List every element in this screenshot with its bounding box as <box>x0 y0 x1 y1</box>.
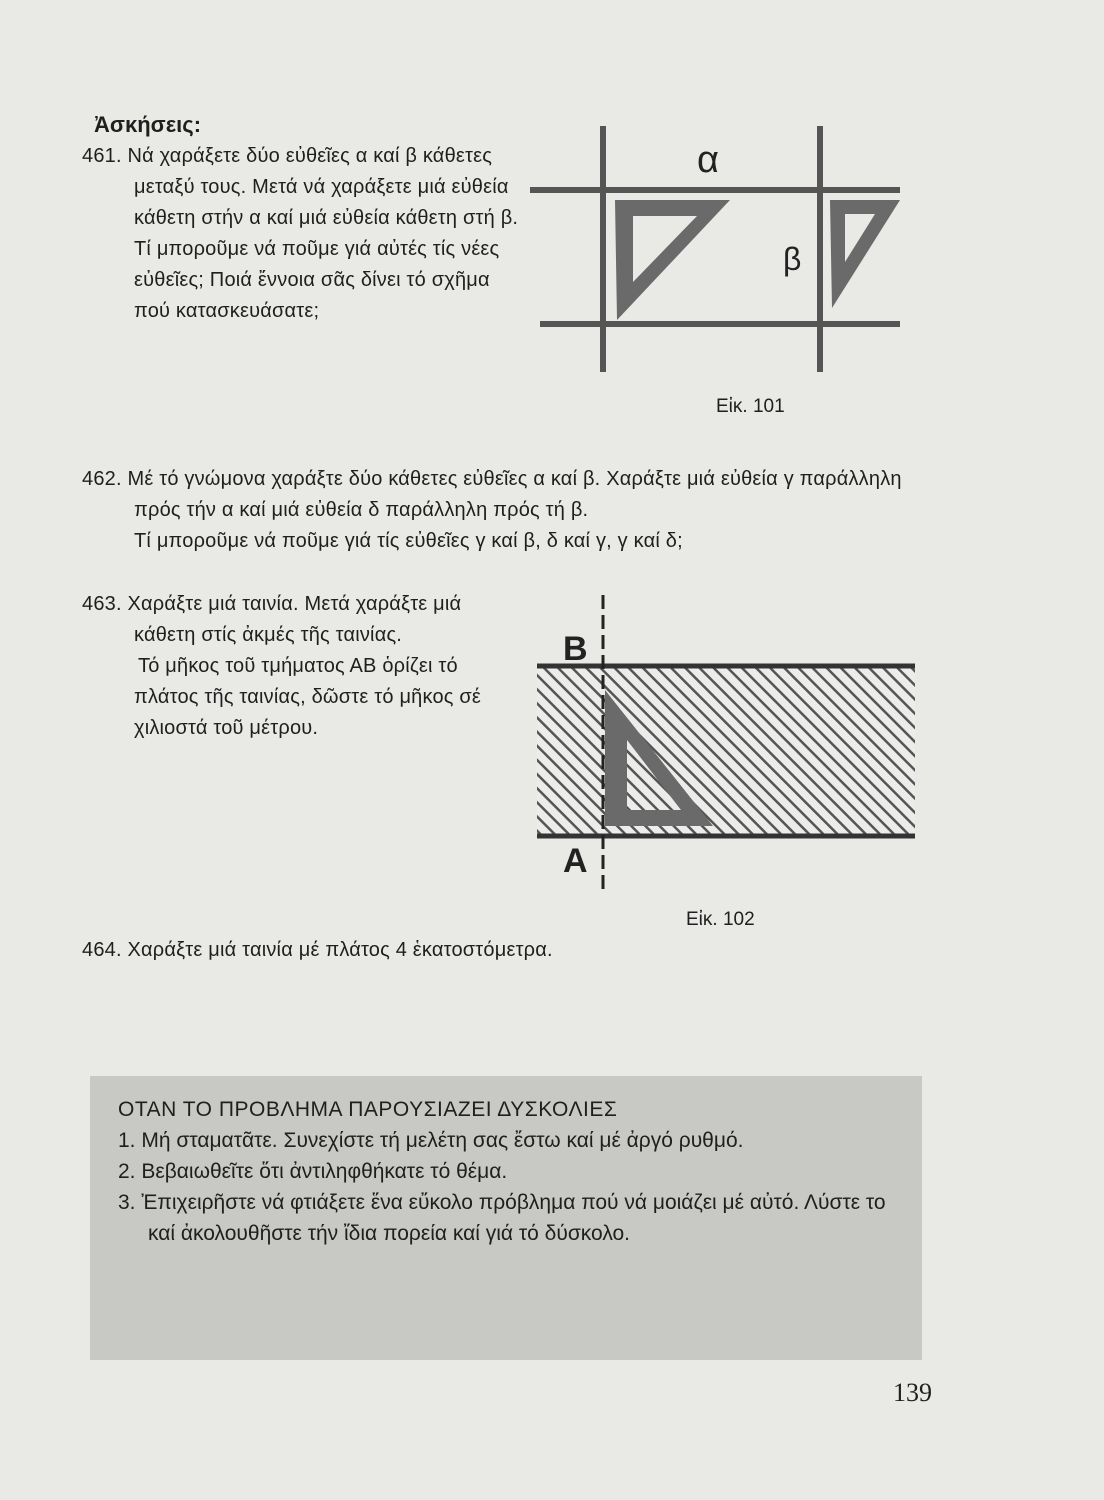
label-A: A <box>563 842 588 880</box>
label-beta: β <box>783 241 802 277</box>
page-number: 139 <box>893 1378 932 1407</box>
figure-101-caption: Εἰκ. 101 <box>716 396 785 417</box>
exercise-464: 464. Χαράξτε μιά ταινία μέ πλάτος 4 ἑκατοστόμετρα. <box>82 939 553 961</box>
figure-101 <box>525 120 905 382</box>
figure-102 <box>535 590 920 902</box>
figure-102-caption: Εἰκ. 102 <box>686 909 755 930</box>
tips-box-item: 3. Ἐπιχειρῆστε νά φτιάξετε ἕνα εὔκολο πρόβλημα πού νά μοιάζει μέ αὐτό. Λύστε το καί ἀκολουθῆστε τήν ἴδια πορεία καί γιά τό δύσκολο. <box>118 1191 886 1245</box>
exercise-461-text: 461. Νά χαράξετε δύο εὐθεῖες α καί β κάθετες μεταξύ τους. Μετά νά χαράξετε μιά εὐθεία κάθετη στήν α καί μιά εὐθεία κάθετη στή β. Τί μποροῦμε νά ποῦμε γιά αὐτές τίς νέες εὐθεῖες; Ποιά ἔννοια σᾶς δίνει τό σχῆμα πού κατασκευάσατε; <box>82 145 519 322</box>
tips-box-item: 1. Μή σταματᾶτε. Συνεχίστε τή μελέτη σας ἔστω καί μέ ἀργό ρυθμό. <box>118 1129 744 1152</box>
tips-box-item: 2. Βεβαιωθεῖτε ὅτι ἀντιληφθήκατε τό θέμα. <box>118 1160 508 1183</box>
tips-box <box>90 1076 922 1360</box>
exercise-462-text: 462. Μέ τό γνώμονα χαράξτε δύο κάθετες εὐθεῖες α καί β. Χαράξτε μιά εὐθεία γ παράλληλη πρός τήν α καί μιά εὐθεία δ παράλληλη πρός τή β. <box>82 468 902 521</box>
exercises-heading: Ἀσκήσεις: <box>94 112 202 137</box>
set-square-right <box>830 200 900 308</box>
exercise-461 <box>82 141 522 327</box>
exercise-463-text2: Τό μῆκος τοῦ τμήματος ΑΒ ὁρίζει τό πλάτος τῆς ταινίας, δῶστε τό μῆκος σέ χιλιοστά τοῦ μέτρου. <box>134 655 482 739</box>
label-alpha: α <box>697 139 719 181</box>
exercise-462 <box>82 464 922 557</box>
tips-box-title: ΟΤΑΝ ΤΟ ΠΡΟΒΛΗΜΑ ΠΑΡΟΥΣΙΑΖΕΙ ΔΥΣΚΟΛΙΕΣ <box>118 1098 618 1121</box>
exercise-463 <box>82 589 512 744</box>
set-square-left <box>615 200 730 320</box>
exercise-462-question: Τί μποροῦμε νά ποῦμε γιά τίς εὐθεῖες γ καί β, δ καί γ, γ καί δ; <box>134 530 683 552</box>
exercise-463-text: 463. Χαράξτε μιά ταινία. Μετά χαράξτε μιά κάθετη στίς ἀκμές τῆς ταινίας. <box>82 593 462 646</box>
strip-hatched <box>537 668 915 834</box>
label-B: B <box>563 630 588 668</box>
